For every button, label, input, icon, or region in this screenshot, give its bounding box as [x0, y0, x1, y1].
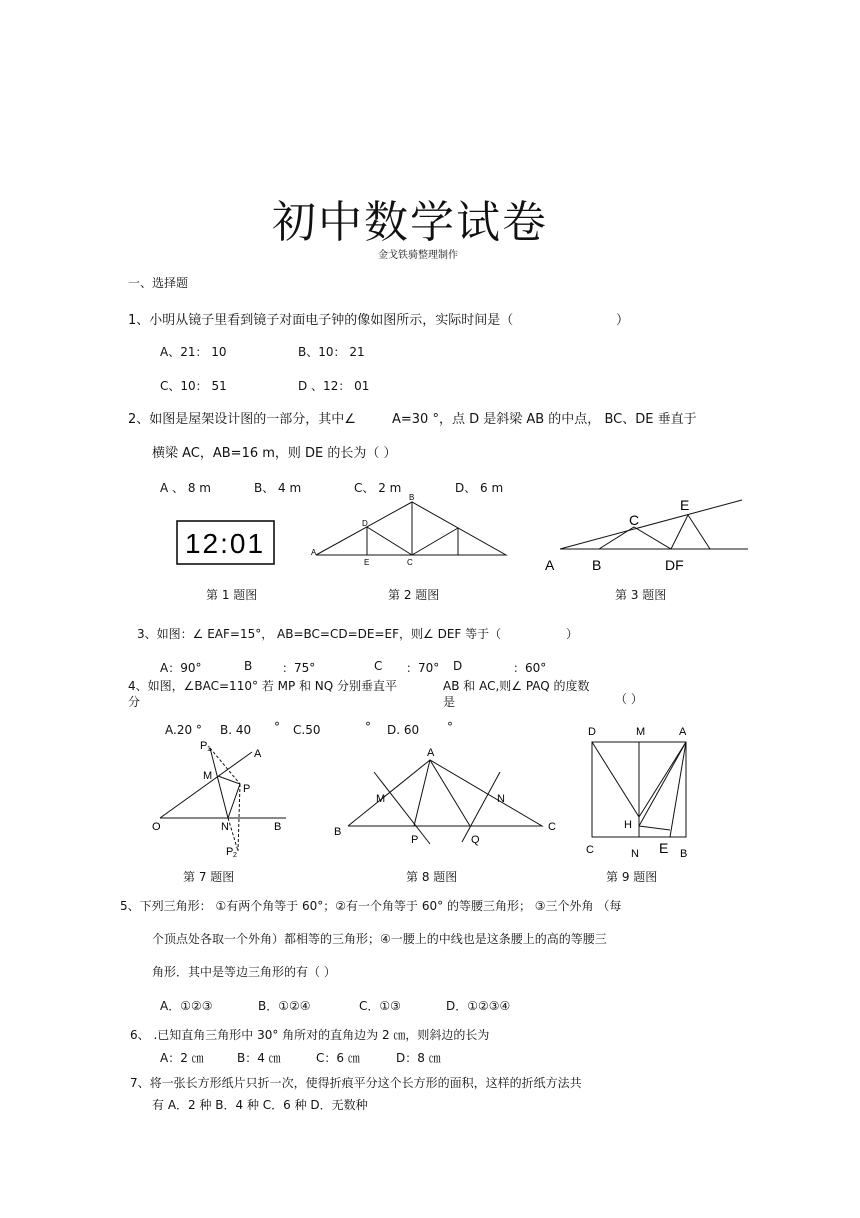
- fig9-label-a: A: [679, 726, 687, 738]
- q3-option-b: B: [244, 659, 253, 673]
- fig7-label-n: N: [221, 821, 229, 833]
- q2-stem-1b: A=30 °，点 D 是斜梁 AB 的中点， BC、DE 垂直于: [392, 412, 697, 427]
- q5-line-3: 角形．其中是等边三角形的有（ ）: [152, 965, 336, 979]
- fig2-label-b: B: [409, 493, 415, 502]
- q4-stem-b2: 是: [443, 695, 456, 709]
- q4-paren: （ ）: [615, 692, 643, 706]
- page-subtitle: 金戈铁骑整理制作: [378, 250, 458, 261]
- q4-stem-a: 4、如图，∠BAC=110° 若 MP 和 NQ 分别垂直平: [128, 679, 398, 693]
- figure-3-zigzag: [540, 490, 750, 575]
- fig7-label-p: P: [243, 783, 251, 795]
- q4-option-d-degree: °: [447, 720, 453, 734]
- q6-stem: 6、 .已知直角三角形中 30° 角所对的直角边为 2 ㎝，则斜边的长为: [130, 1028, 490, 1042]
- fig2-label-a: A: [311, 548, 317, 557]
- figure-1-clock: [176, 520, 276, 566]
- q2-option-b: B、 4 m: [254, 481, 302, 495]
- q1-option-b: B、10： 21: [298, 345, 365, 359]
- q4-stem-a2: 分: [128, 695, 141, 709]
- q7-line-2: 有 A．2 种 B．4 种 C．6 种 D．无数种: [152, 1098, 368, 1112]
- fig8-label-a: A: [427, 747, 435, 759]
- q5-line-1: 5、下列三角形： ①有两个角等于 60°；②有一个角等于 60° 的等腰三角形； ③三个外角 （每: [120, 899, 622, 913]
- fig9-label-m: M: [636, 726, 646, 738]
- q3-option-b-value: ：75°: [282, 661, 316, 675]
- fig7-label-b: B: [274, 821, 282, 833]
- clock-digits: 12:01: [184, 528, 266, 559]
- fig3-label-a: A: [545, 557, 555, 573]
- q2-option-d: D、 6 m: [455, 481, 504, 495]
- fig8-label-n: N: [497, 793, 505, 805]
- caption-fig8: 第 8 题图: [406, 870, 458, 884]
- q1-option-d: D 、12： 01: [298, 379, 370, 393]
- q6-option-c: C：6 ㎝: [316, 1051, 360, 1065]
- fig7-label-p1: P: [200, 740, 208, 752]
- fig8-label-p: P: [411, 834, 419, 846]
- q6-option-b: B：4 ㎝: [237, 1051, 281, 1065]
- fig8-label-b: B: [334, 826, 342, 838]
- caption-fig2: 第 2 题图: [388, 588, 440, 602]
- fig2-label-e: E: [364, 558, 370, 567]
- q4-option-c-degree: °: [365, 720, 371, 734]
- fig3-label-e: E: [680, 497, 690, 513]
- fig8-label-c: C: [548, 821, 556, 833]
- q2-stem-2: 横梁 AC，AB=16 m，则 DE 的长为（ ）: [152, 446, 397, 461]
- q1-option-c: C、10： 51: [160, 379, 227, 393]
- caption-fig1: 第 1 题图: [206, 588, 258, 602]
- fig9-label-d: D: [588, 726, 596, 738]
- fig3-label-b: B: [592, 557, 602, 573]
- q4-option-b-degree: °: [274, 720, 280, 734]
- q3-option-d: D: [453, 659, 463, 673]
- fig7-label-m: M: [203, 770, 213, 782]
- q4-stem-b: AB 和 AC,则∠ PAQ 的度数: [443, 679, 590, 693]
- q1-option-a: A、21： 10: [160, 345, 227, 359]
- fig7-label-a: A: [254, 748, 262, 760]
- q3-paren-close: ）: [566, 627, 579, 641]
- page-title: 初中数学试卷: [272, 197, 548, 248]
- fig3-label-df: DF: [665, 557, 684, 573]
- q3-option-c-value: ：70°: [406, 661, 440, 675]
- fig9-label-h: H: [624, 819, 632, 831]
- q5-option-d: D．①②③④: [446, 999, 511, 1013]
- caption-fig9: 第 9 题图: [606, 870, 658, 884]
- q1-paren-close: ）: [616, 313, 630, 328]
- fig7-label-p2-sub: 2: [233, 852, 237, 859]
- fig9-label-b: B: [680, 848, 688, 860]
- figure-2-truss: [306, 490, 512, 570]
- section-heading: 一、选择题: [128, 276, 189, 290]
- fig9-label-e: E: [659, 840, 669, 856]
- q5-option-a: A．①②③: [160, 999, 213, 1013]
- q4-option-c: C.50: [293, 723, 321, 737]
- q4-option-d: D. 60: [387, 723, 420, 737]
- q3-option-c: C: [374, 659, 383, 673]
- caption-fig7: 第 7 题图: [183, 870, 235, 884]
- q3-option-d-value: ：60°: [513, 661, 547, 675]
- q2-option-a: A 、 8 m: [160, 481, 211, 495]
- fig7-label-o: O: [152, 821, 161, 833]
- figure-7: [148, 738, 294, 860]
- fig9-label-n: N: [631, 848, 639, 860]
- fig2-label-c: C: [407, 558, 413, 567]
- figure-9: [582, 720, 694, 864]
- fig8-label-q: Q: [471, 834, 480, 846]
- figure-8: [330, 740, 562, 850]
- fig9-label-c: C: [586, 844, 594, 856]
- q3-option-a: A：90°: [160, 661, 202, 675]
- q5-option-c: C．①③: [359, 999, 401, 1013]
- q5-line-2: 个顶点处各取一个外角）都相等的三角形；④一腰上的中线也是这条腰上的高的等腰三: [152, 932, 607, 946]
- fig3-label-c: C: [629, 512, 640, 528]
- q2-stem-1a: 2、如图是屋架设计图的一部分，其中∠: [128, 412, 356, 427]
- q6-option-a: A：2 ㎝: [160, 1051, 204, 1065]
- q6-option-d: D：8 ㎝: [396, 1051, 441, 1065]
- fig2-label-d: D: [362, 519, 368, 528]
- caption-fig3: 第 3 题图: [615, 588, 667, 602]
- q4-option-b: B. 40: [220, 723, 252, 737]
- q2-option-c: C、 2 m: [354, 481, 402, 495]
- q3-stem: 3、如图：∠ EAF=15°， AB=BC=CD=DE=EF，则∠ DEF 等于（: [137, 627, 502, 641]
- q1-stem: 1、小明从镜子里看到镜子对面电子钟的像如图所示，实际时间是（: [128, 313, 514, 328]
- fig8-label-m: M: [376, 793, 386, 805]
- fig7-label-p2: P: [226, 846, 234, 858]
- q7-line-1: 7、将一张长方形纸片只折一次，使得折痕平分这个长方形的面积，这样的折纸方法共: [130, 1076, 582, 1090]
- q5-option-b: B．①②④: [258, 999, 311, 1013]
- fig7-label-p1-sub: 1: [207, 746, 211, 753]
- q4-option-a: A.20 °: [165, 723, 202, 737]
